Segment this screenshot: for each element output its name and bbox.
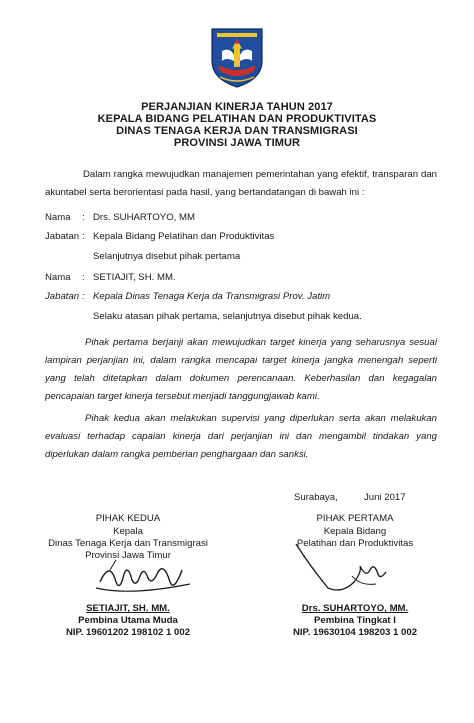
right-sign-name: Drs. SUHARTOYO, MM. bbox=[301, 603, 409, 614]
left-sign-nip: NIP. 19601202 198102 1 002 bbox=[65, 627, 191, 638]
right-sign-rank: Pembina Tingkat I bbox=[314, 615, 396, 626]
party1-jabatan-label: Jabatan bbox=[45, 231, 80, 242]
right-sign-title2: Pelatihan dan Produktivitas bbox=[296, 538, 414, 549]
party2-jabatan-label: Jabatan bbox=[45, 291, 80, 302]
party1-name-label: Nama bbox=[45, 212, 71, 223]
party1-name-value: Drs. SUHARTOYO, MM bbox=[93, 212, 195, 223]
party2-note: Selaku atasan pihak pertama, selanjutnya disebut pihak kedua. bbox=[93, 311, 362, 322]
left-sign-title2: Dinas Tenaga Kerja dan Transmigrasi bbox=[48, 538, 208, 549]
signature-left bbox=[90, 552, 200, 600]
party2-name-value: SETIAJIT, SH. MM. bbox=[93, 272, 176, 283]
left-sign-title1: Kepala bbox=[113, 526, 143, 537]
left-sign-role: PIHAK KEDUA bbox=[95, 513, 161, 524]
intro-paragraph: Dalam rangka mewujudkan manajemen pemerintahan yang efektif, transparan dan akuntabel serta berorientasi pada hasil, yang bertandatangan di bawah ini : bbox=[45, 169, 437, 198]
party2-name-label: Nama bbox=[45, 272, 71, 283]
party2-jabatan-colon: : bbox=[82, 291, 85, 302]
supervision-paragraph: Pihak kedua akan melakukan supervisi yang diperlukan serta akan melakukan evaluasi terhadap capaian kinerja dari perjanjian ini dan mengambil tindakan yang diperlukan dalam rangka pemberian penghargaan dan sanksi. bbox=[45, 413, 437, 460]
commitment-paragraph: Pihak pertama berjanji akan mewujudkan target kinerja yang seharusnya sesuai lampiran perjanjian ini, dalam rangka mencapai target kinerja jangka menengah seperti yang telah ditetapkan dalam dokumen perencanaan. Keberhasilan dan kegagalan pencapaian target kinerja tersebut menjadi tanggungjawab kami. bbox=[45, 337, 437, 402]
place-city: Surabaya, bbox=[294, 492, 338, 503]
party2-jabatan-value: Kepala Dinas Tenaga Kerja da Transmigrasi Prov. Jatim bbox=[93, 291, 331, 302]
signature-right bbox=[290, 536, 400, 598]
right-sign-title1: Kepala Bidang bbox=[323, 526, 387, 537]
party1-jabatan-colon: : bbox=[82, 231, 85, 242]
right-sign-role: PIHAK PERTAMA bbox=[316, 513, 394, 524]
doc-title-line3: DINAS TENAGA KERJA DAN TRANSMIGRASI bbox=[116, 125, 358, 137]
left-sign-name: SETIAJIT, SH. MM. bbox=[86, 603, 170, 614]
doc-title-line4: PROVINSI JAWA TIMUR bbox=[173, 137, 301, 149]
party2-name-colon: : bbox=[82, 272, 85, 283]
jawa-timur-emblem-icon bbox=[208, 27, 266, 89]
right-sign-nip: NIP. 19630104 198203 1 002 bbox=[292, 627, 418, 638]
left-sign-title3: Provinsi Jawa Timur bbox=[85, 550, 171, 561]
doc-title-line2: KEPALA BIDANG PELATIHAN DAN PRODUKTIVITAS bbox=[97, 113, 377, 125]
left-sign-rank: Pembina Utama Muda bbox=[78, 615, 178, 626]
party1-name-colon: : bbox=[82, 212, 85, 223]
doc-title-line1: PERJANJIAN KINERJA TAHUN 2017 bbox=[141, 101, 333, 113]
party1-note: Selanjutnya disebut pihak pertama bbox=[93, 251, 241, 262]
party1-jabatan-value: Kepala Bidang Pelatihan dan Produktivitas bbox=[93, 231, 275, 242]
place-date: Juni 2017 bbox=[364, 492, 406, 503]
